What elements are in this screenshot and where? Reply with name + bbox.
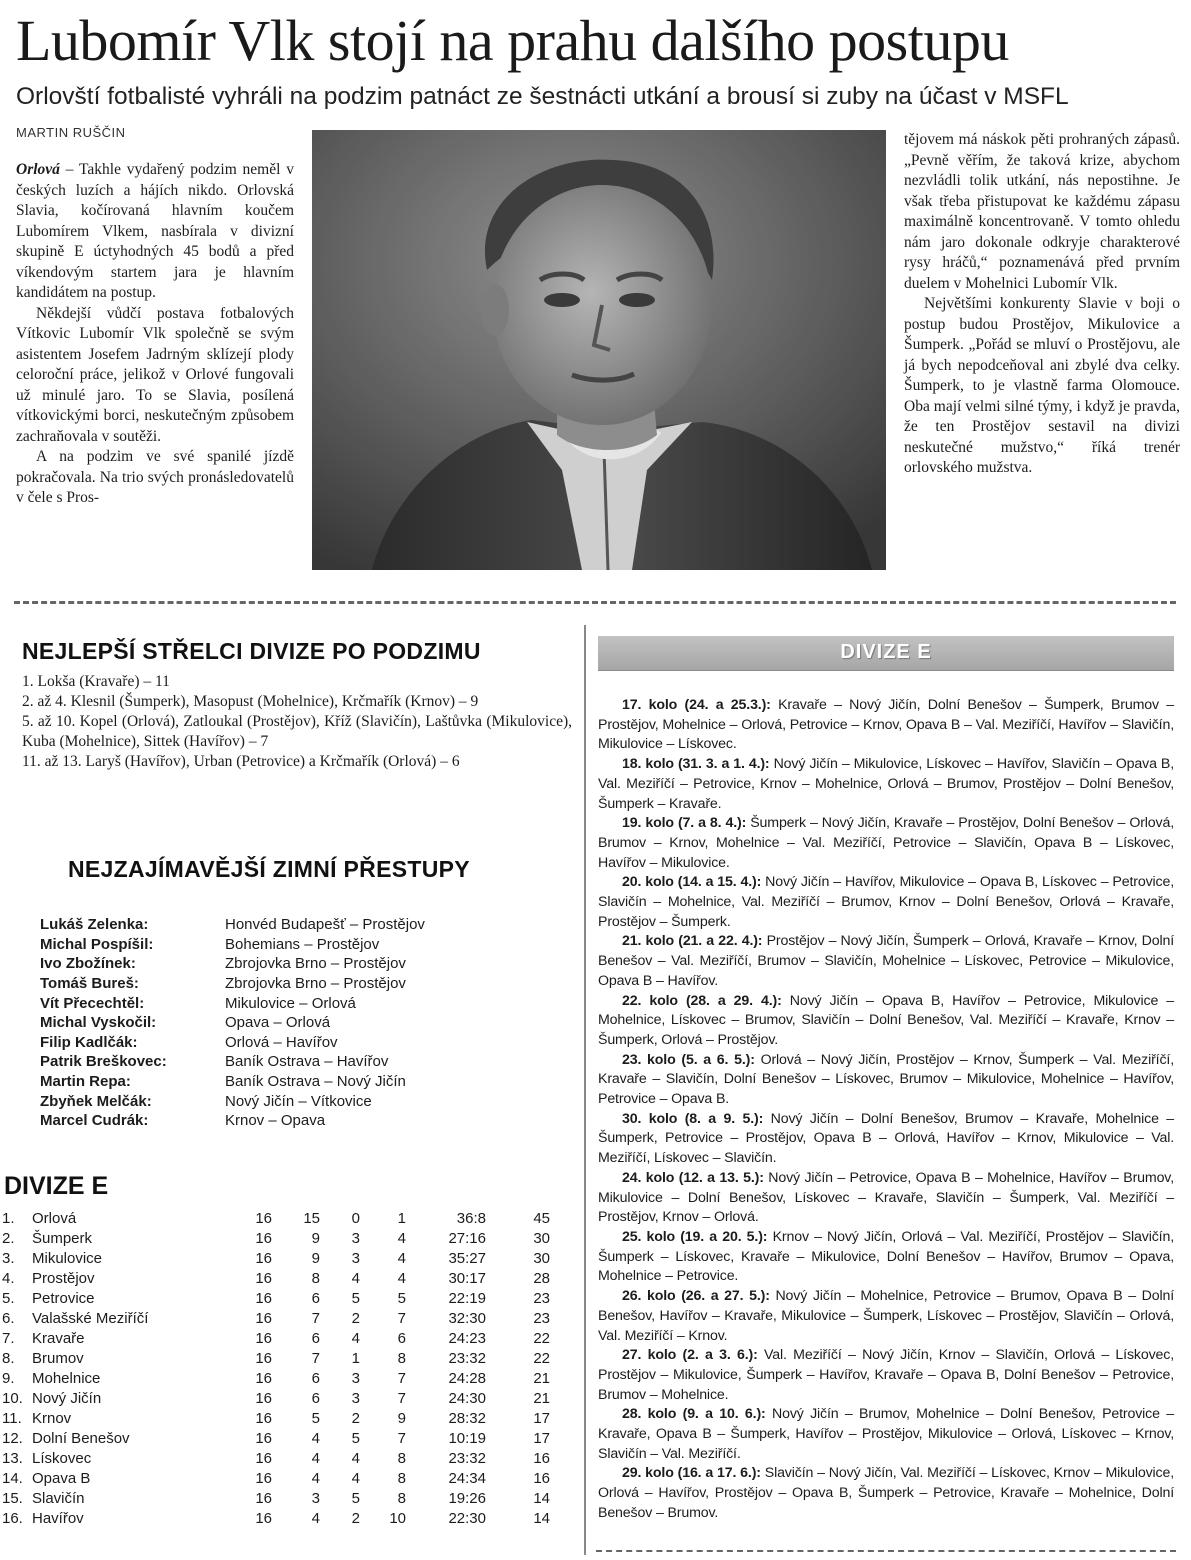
standings-table — [0, 1209, 560, 1529]
transfer-move: Mikulovice – Orlová — [225, 994, 356, 1012]
standings-team: Brumov — [32, 1350, 84, 1367]
standings-drawn: 4 — [351, 1450, 360, 1467]
article-paragraph: A na podzim ve své spanilé jízdě pokračovala. Na trio svých pronásledovatelů v čele s Pros- — [16, 448, 294, 506]
standings-score: 10:19 — [448, 1430, 486, 1447]
standings-points: 16 — [533, 1450, 550, 1467]
article-subheadline: Orlovští fotbalisté vyhráli na podzim patnáct ze šestnácti utkání a brousí si zuby na účast v MSFL — [16, 83, 1069, 110]
fixture-round — [598, 1287, 1174, 1346]
transfer-row — [40, 1111, 560, 1131]
standings-played: 16 — [255, 1410, 272, 1427]
fixture-round — [598, 1110, 1174, 1169]
fixture-round-label: 21. kolo (21. a 22. 4.): — [622, 933, 763, 950]
fixture-round-label: 25. kolo (19. a 20. 5.): — [622, 1228, 768, 1245]
standings-won: 6 — [311, 1390, 320, 1407]
standings-points: 23 — [533, 1310, 550, 1327]
transfer-player: Lukáš Zelenka: — [40, 916, 149, 934]
standings-score: 35:27 — [448, 1250, 486, 1267]
standings-rank: 9. — [2, 1370, 15, 1387]
transfer-player: Patrik Breškovec: — [40, 1053, 167, 1071]
standings-rank: 14. — [2, 1470, 23, 1487]
scorers-title: NEJLEPŠÍ STŘELCI DIVIZE PO PODZIMU — [22, 638, 481, 664]
article-paragraph: Největšími konkurenty Slavie v boji o postup budou Prostějov, Mikulovice a Šumperk. „Pořád se mluví o Prostějovu, ale já bych nepodceňoval ani zbylé dva celky. Šumperk, to je vlastně farma Olomouce. Oba mají velmi silné týmy, i když je pravda, že ten Prostějov sestavil na divizi neskutečné mužstvo,“ říká trenér orlovského mužstva. — [904, 295, 1180, 476]
standings-team: Havířov — [32, 1510, 84, 1527]
transfer-move: Baník Ostrava – Nový Jičín — [225, 1073, 406, 1091]
standings-drawn: 2 — [351, 1310, 360, 1327]
standings-played: 16 — [255, 1470, 272, 1487]
standings-row — [0, 1349, 560, 1369]
fixture-round-matches: Slavičín – Nový Jičín, Val. Meziříčí – Lískovec, Krnov – Mikulovice, Orlová – Havířov, Prostějov – Opava B, Šumperk – Petrovice, Kravaře – Mohelnice, Dolní Benešov – Brumov. — [598, 1465, 1174, 1521]
article-paragraph — [16, 160, 294, 304]
standings-score: 23:32 — [448, 1350, 486, 1367]
standings-played: 16 — [255, 1390, 272, 1407]
standings-team: Šumperk — [32, 1230, 93, 1247]
standings-drawn: 4 — [351, 1330, 360, 1347]
fixture-round-label: 24. kolo (12. a 13. 5.): — [622, 1169, 764, 1186]
standings-row — [0, 1409, 560, 1429]
standings-won: 3 — [311, 1490, 320, 1507]
standings-drawn: 5 — [351, 1430, 360, 1447]
standings-won: 7 — [311, 1310, 320, 1327]
standings-drawn: 5 — [351, 1490, 360, 1507]
fixture-round — [598, 1464, 1174, 1523]
standings-played: 16 — [255, 1330, 272, 1347]
fixture-round-matches: Nový Jičín – Mikulovice, Lískovec – Havířov, Slavičín – Opava B, Val. Meziříčí – Petrovice, Krnov – Mohelnice, Orlová – Brumov, Prostějov – Dolní Benešov, Šumperk – Kravaře. — [598, 756, 1175, 812]
fixtures-list — [598, 696, 1174, 1524]
standings-drawn: 0 — [351, 1210, 360, 1227]
transfer-player: Filip Kadlčák: — [40, 1033, 138, 1051]
standings-points: 23 — [533, 1290, 550, 1307]
standings-team: Mikulovice — [32, 1250, 103, 1267]
standings-points: 17 — [533, 1410, 550, 1427]
fixture-round — [598, 1346, 1174, 1405]
standings-team: Slavičín — [32, 1490, 85, 1507]
standings-points: 30 — [533, 1230, 550, 1247]
fixture-round-label: 20. kolo (14. a 15. 4.): — [622, 874, 762, 891]
standings-lost: 10 — [389, 1510, 406, 1527]
standings-team: Nový Jičín — [32, 1390, 102, 1407]
standings-rank: 13. — [2, 1450, 23, 1467]
fixture-round — [598, 1405, 1174, 1464]
standings-won: 6 — [311, 1290, 320, 1307]
standings-row — [0, 1449, 560, 1469]
standings-score: 32:30 — [448, 1310, 486, 1327]
fixture-round-matches: Kravaře – Nový Jičín, Dolní Benešov – Šumperk, Brumov – Prostějov, Mohelnice – Orlová, Petrovice – Krnov, Opava B – Val. Meziříčí, Havířov – Slavičín, Mikulovice – Lískovec. — [598, 697, 1175, 753]
standings-title: DIVIZE E — [4, 1172, 109, 1200]
standings-rank: 7. — [2, 1330, 15, 1347]
standings-won: 6 — [311, 1330, 320, 1347]
fixture-round-label: 19. kolo (7. a 8. 4.): — [622, 815, 747, 832]
fixture-round — [598, 1051, 1174, 1110]
standings-team: Mohelnice — [32, 1370, 101, 1387]
standings-score: 28:32 — [448, 1410, 486, 1427]
fixture-round — [598, 755, 1174, 814]
standings-points: 45 — [533, 1210, 550, 1227]
standings-row — [0, 1229, 560, 1249]
standings-row — [0, 1249, 560, 1269]
standings-drawn: 2 — [351, 1410, 360, 1427]
article-byline: MARTIN RUŠČIN — [16, 125, 126, 140]
article-column-right — [904, 130, 1180, 479]
standings-played: 16 — [255, 1310, 272, 1327]
transfer-row — [40, 974, 560, 994]
standings-won: 15 — [303, 1210, 320, 1227]
standings-lost: 9 — [397, 1410, 406, 1427]
transfers-title: NEJZAJÍMAVĚJŠÍ ZIMNÍ PŘESTUPY — [68, 856, 470, 882]
fixture-round-matches: Nový Jičín – Havířov, Mikulovice – Opava B, Lískovec – Petrovice, Slavičín – Mohelnice, Val. Meziříčí – Brumov, Krnov – Dolní Benešov, Orlová – Kravaře, Prostějov – Šumperk. — [598, 874, 1174, 930]
standings-rank: 2. — [2, 1230, 15, 1247]
standings-won: 7 — [311, 1350, 320, 1367]
standings-team: Dolní Benešov — [32, 1430, 130, 1447]
fixture-round-matches: Šumperk – Nový Jičín, Kravaře – Prostějov, Dolní Benešov – Orlová, Brumov – Krnov, Mohelnice – Val. Meziříčí, Petrovice – Slavičín, Opava B – Lískovec, Havířov – Mikulovice. — [598, 815, 1174, 871]
transfer-move: Baník Ostrava – Havířov — [225, 1053, 389, 1071]
standings-score: 30:17 — [448, 1270, 486, 1287]
transfer-row — [40, 993, 560, 1013]
transfer-move: Zbrojovka Brno – Prostějov — [225, 955, 406, 973]
standings-points: 28 — [533, 1270, 550, 1287]
standings-played: 16 — [255, 1510, 272, 1527]
standings-rank: 15. — [2, 1490, 23, 1507]
transfer-move: Nový Jičín – Vítkovice — [225, 1092, 372, 1110]
coach-photo-image — [312, 130, 886, 570]
standings-drawn: 3 — [351, 1390, 360, 1407]
scorers-list — [22, 672, 572, 772]
standings-row — [0, 1489, 560, 1509]
fixture-round-label: 18. kolo (31. 3. a 1. 4.): — [622, 756, 770, 773]
standings-lost: 7 — [397, 1310, 406, 1327]
standings-row — [0, 1469, 560, 1489]
fixture-round-matches: Nový Jičín – Mohelnice, Petrovice – Brumov, Opava B – Dolní Benešov, Havířov – Kravaře, Mikulovice – Šumperk, Lískovec – Prostějov, Slavičín – Orlová, Val. Meziříčí – Krnov. — [598, 1288, 1174, 1344]
standings-score: 22:30 — [448, 1510, 486, 1527]
standings-drawn: 3 — [351, 1230, 360, 1247]
fixture-round-matches: Orlová – Nový Jičín, Prostějov – Krnov, Šumperk – Val. Meziříčí, Kravaře – Slavičín, Dolní Benešov – Lískovec, Brumov – Mikulovice, Mohelnice – Havířov, Petrovice – Opava B. — [598, 1051, 1175, 1108]
standings-won: 4 — [311, 1450, 320, 1467]
standings-row — [0, 1209, 560, 1229]
fixture-round — [598, 1228, 1174, 1287]
transfer-move: Honvéd Budapešť – Prostějov — [225, 916, 425, 934]
standings-points: 14 — [533, 1510, 550, 1527]
coach-photo — [312, 130, 886, 570]
standings-team: Opava B — [32, 1470, 91, 1487]
standings-drawn: 3 — [351, 1370, 360, 1387]
fixture-round — [598, 814, 1174, 873]
standings-score: 36:8 — [456, 1210, 486, 1227]
standings-lost: 1 — [397, 1210, 406, 1227]
standings-points: 21 — [533, 1370, 550, 1387]
standings-rank: 3. — [2, 1250, 15, 1267]
article-column-left — [16, 160, 294, 509]
fixture-round-label: 29. kolo (16. a 17. 6.): — [622, 1465, 761, 1482]
fixture-round-matches: Nový Jičín – Petrovice, Opava B – Mohelnice, Havířov – Brumov, Mikulovice – Dolní Benešov, Lískovec – Kravaře, Slavičín – Šumperk, Val. Meziříčí – Prostějov, Krnov – Orlová. — [598, 1169, 1174, 1226]
standings-won: 4 — [311, 1470, 320, 1487]
standings-row — [0, 1429, 560, 1449]
transfer-player: Ivo Zbožínek: — [40, 955, 136, 973]
standings-rank: 6. — [2, 1310, 15, 1327]
standings-played: 16 — [255, 1270, 272, 1287]
standings-row — [0, 1369, 560, 1389]
standings-score: 22:19 — [448, 1290, 486, 1307]
standings-score: 27:16 — [448, 1230, 486, 1247]
standings-lost: 4 — [397, 1230, 406, 1247]
standings-drawn: 1 — [351, 1350, 360, 1367]
standings-lost: 7 — [397, 1390, 406, 1407]
scorer-item: 1. Lokša (Kravaře) – 11 — [22, 673, 170, 690]
standings-row — [0, 1309, 560, 1329]
transfer-move: Krnov – Opava — [225, 1112, 326, 1130]
standings-rank: 8. — [2, 1350, 15, 1367]
section-divider — [14, 601, 1176, 604]
fixture-round-label: 22. kolo (28. a 29. 4.): — [622, 992, 782, 1009]
standings-row — [0, 1269, 560, 1289]
standings-lost: 8 — [397, 1490, 406, 1507]
transfer-player: Vít Přecechtěl: — [40, 994, 145, 1012]
standings-played: 16 — [255, 1370, 272, 1387]
transfer-row — [40, 1052, 560, 1072]
fixture-round-label: 28. kolo (9. a 10. 6.): — [622, 1406, 766, 1423]
standings-points: 22 — [533, 1330, 550, 1347]
standings-score: 24:34 — [448, 1470, 486, 1487]
standings-played: 16 — [255, 1490, 272, 1507]
standings-lost: 8 — [397, 1450, 406, 1467]
article-paragraph: Někdejší vůdčí postava fotbalových Vítkovic Lubomír Vlk společně se svým asistentem Josefem Jadrným sklízejí plody celoroční práce, jelikož v Orlové fungovali už minulé jaro. To se Slavia, posílená vítkovickými borci, neskutečným způsobem zachraňovala v soutěži. — [16, 304, 294, 445]
standings-lost: 7 — [397, 1370, 406, 1387]
standings-rank: 5. — [2, 1290, 15, 1307]
fixture-round-label: 26. kolo (26. a 27. 5.): — [622, 1288, 770, 1305]
article-paragraph-text: – Takhle vydařený podzim neměl v českých luzích a hájích nikdo. Orlovská Slavia, kočírovaná hlavním koučem Lubomírem Vlkem, nasbírala v divizní skupině E úctyhodných 45 bodů a před víkendovým startem jara je hlavním kandidátem na postup. — [16, 161, 294, 301]
standings-won: 5 — [311, 1410, 320, 1427]
standings-played: 16 — [255, 1350, 272, 1367]
standings-score: 19:26 — [448, 1490, 486, 1507]
transfer-player: Michal Vyskočil: — [40, 1014, 157, 1032]
standings-rank: 16. — [2, 1510, 23, 1527]
fixture-round-matches: Nový Jičín – Brumov, Mohelnice – Dolní Benešov, Petrovice – Kravaře, Opava B – Šumperk, Havířov – Prostějov, Mikulovice – Orlová, Lískovec – Krnov, Slavičín – Val. Meziříčí. — [598, 1406, 1174, 1462]
transfer-player: Martin Repa: — [40, 1073, 131, 1091]
standings-lost: 5 — [397, 1290, 406, 1307]
standings-drawn: 3 — [351, 1250, 360, 1267]
standings-team: Orlová — [32, 1210, 77, 1227]
standings-rank: 4. — [2, 1270, 15, 1287]
standings-team: Valašské Meziříčí — [32, 1310, 149, 1327]
transfer-row — [40, 915, 560, 935]
standings-lost: 8 — [397, 1350, 406, 1367]
standings-score: 24:23 — [448, 1330, 486, 1347]
fixtures-title: DIVIZE E — [840, 641, 932, 663]
standings-rank: 1. — [2, 1210, 15, 1227]
transfers-list — [40, 915, 560, 1131]
standings-team: Krnov — [32, 1410, 72, 1427]
standings-team: Prostějov — [32, 1270, 95, 1287]
standings-row — [0, 1289, 560, 1309]
fixture-round-matches: Nový Jičín – Opava B, Havířov – Petrovice, Mikulovice – Mohelnice, Lískovec – Brumov, Slavičín – Dolní Benešov, Val. Meziříčí – Kravaře, Krnov – Šumperk, Orlová – Prostějov. — [598, 992, 1174, 1048]
standings-points: 21 — [533, 1390, 550, 1407]
transfer-row — [40, 1013, 560, 1033]
transfer-move: Zbrojovka Brno – Prostějov — [225, 975, 406, 993]
standings-lost: 4 — [397, 1270, 406, 1287]
standings-lost: 8 — [397, 1470, 406, 1487]
fixture-round-label: 30. kolo (8. a 9. 5.): — [622, 1110, 764, 1127]
standings-points: 16 — [533, 1470, 550, 1487]
fixture-round — [598, 992, 1174, 1051]
transfer-row — [40, 1091, 560, 1111]
standings-rank: 10. — [2, 1390, 23, 1407]
fixture-round-matches: Krnov – Nový Jičín, Orlová – Val. Meziříčí, Prostějov – Slavičín, Šumperk – Lískovec, Kravaře – Mikulovice, Dolní Benešov – Havířov, Brumov – Opava, Mohelnice – Petrovice. — [598, 1228, 1174, 1285]
fixture-round — [598, 873, 1174, 932]
transfer-row — [40, 935, 560, 955]
transfer-row — [40, 1033, 560, 1053]
standings-won: 4 — [311, 1510, 320, 1527]
standings-score: 24:28 — [448, 1370, 486, 1387]
standings-points: 22 — [533, 1350, 550, 1367]
fixture-round-matches: Prostějov – Nový Jičín, Šumperk – Orlová, Kravaře – Krnov, Dolní Benešov – Val. Meziříčí, Brumov – Slavičín, Mohelnice – Lískovec, Petrovice – Mikulovice, Opava B – Havířov. — [598, 933, 1174, 989]
scorer-item: 5. až 10. Kopel (Orlová), Zatloukal (Prostějov), Kříž (Slavičín), Laštůvka (Mikulovice), Kuba (Mohelnice), Sittek (Havířov) – 7 — [22, 713, 572, 750]
fixture-round — [598, 932, 1174, 991]
standings-rank: 11. — [2, 1410, 22, 1427]
standings-lost: 7 — [397, 1430, 406, 1447]
standings-played: 16 — [255, 1210, 272, 1227]
fixture-round-matches: Nový Jičín – Dolní Benešov, Brumov – Kravaře, Mohelnice – Šumperk, Petrovice – Prostějov, Opava B – Orlová, Havířov – Krnov, Mikulovice – Val. Meziříčí, Lískovec – Slavičín. — [598, 1110, 1175, 1167]
transfer-move: Bohemians – Prostějov — [225, 935, 380, 953]
standings-team: Lískovec — [32, 1450, 92, 1467]
standings-won: 8 — [311, 1270, 320, 1287]
article-headline: Lubomír Vlk stojí na prahu dalšího postupu — [16, 8, 1009, 73]
standings-drawn: 4 — [351, 1470, 360, 1487]
article-paragraph: tějovem má náskok pěti prohraných zápasů. „Pevně věřím, že taková krize, abychom nezvládli tolik utkání, nás nepostihne. Je však třeba přistupovat ke každému zápasu maximálně koncentrovaně. V tomto ohledu nám jaro dokonale odkryje charakterové rysy hráčů,“ poznamenává před prvním duelem v Mohelnici Lubomír Vlk. — [904, 131, 1180, 292]
standings-played: 16 — [255, 1450, 272, 1467]
standings-played: 16 — [255, 1290, 272, 1307]
fixture-round-matches: Val. Meziříčí – Nový Jičín, Krnov – Slavičín, Orlová – Lískovec, Prostějov – Mikulovice, Šumperk – Havířov, Kravaře – Opava B, Dolní Benešov – Petrovice, Brumov – Mohelnice. — [598, 1347, 1175, 1403]
scorer-item: 2. až 4. Klesnil (Šumperk), Masopust (Mohelnice), Krčmařík (Krnov) – 9 — [22, 693, 479, 710]
fixture-round-label: 17. kolo (24. a 25.3.): — [622, 697, 771, 713]
standings-row — [0, 1329, 560, 1349]
standings-score: 23:32 — [448, 1450, 486, 1467]
standings-lost: 6 — [397, 1330, 406, 1347]
scorer-item: 11. až 13. Laryš (Havířov), Urban (Petrovice) a Krčmařík (Orlová) – 6 — [22, 753, 460, 770]
standings-points: 17 — [533, 1430, 550, 1447]
standings-score: 24:30 — [448, 1390, 486, 1407]
standings-row — [0, 1509, 560, 1529]
fixture-round — [598, 1169, 1174, 1228]
transfer-row — [40, 954, 560, 974]
transfer-player: Marcel Cudrák: — [40, 1112, 149, 1130]
fixture-round-label: 27. kolo (2. a 3. 6.): — [622, 1347, 758, 1364]
standings-team: Petrovice — [32, 1290, 95, 1307]
article-dateline: Orlová — [16, 161, 60, 178]
fixtures-header — [598, 636, 1174, 671]
standings-played: 16 — [255, 1250, 272, 1267]
transfer-move: Orlová – Havířov — [225, 1033, 338, 1051]
standings-team: Kravaře — [32, 1330, 85, 1347]
section-divider — [596, 1550, 1176, 1552]
transfer-move: Opava – Orlová — [225, 1014, 331, 1032]
standings-rank: 12. — [2, 1430, 23, 1447]
transfer-player: Zbyňek Melčák: — [40, 1092, 152, 1110]
standings-drawn: 4 — [351, 1270, 360, 1287]
transfer-row — [40, 1072, 560, 1092]
column-divider — [584, 625, 586, 1555]
standings-won: 9 — [311, 1250, 320, 1267]
standings-points: 30 — [533, 1250, 550, 1267]
fixture-round-label: 23. kolo (5. a 6. 5.): — [622, 1051, 755, 1068]
standings-won: 9 — [311, 1230, 320, 1247]
standings-played: 16 — [255, 1230, 272, 1247]
standings-won: 6 — [311, 1370, 320, 1387]
transfer-player: Michal Pospíšil: — [40, 935, 154, 953]
standings-won: 4 — [311, 1430, 320, 1447]
standings-played: 16 — [255, 1430, 272, 1447]
transfer-player: Tomáš Bureš: — [40, 975, 139, 993]
standings-points: 14 — [533, 1490, 550, 1507]
standings-drawn: 5 — [351, 1290, 360, 1307]
standings-drawn: 2 — [351, 1510, 360, 1527]
standings-row — [0, 1389, 560, 1409]
fixture-round — [598, 696, 1174, 755]
standings-lost: 4 — [397, 1250, 406, 1267]
